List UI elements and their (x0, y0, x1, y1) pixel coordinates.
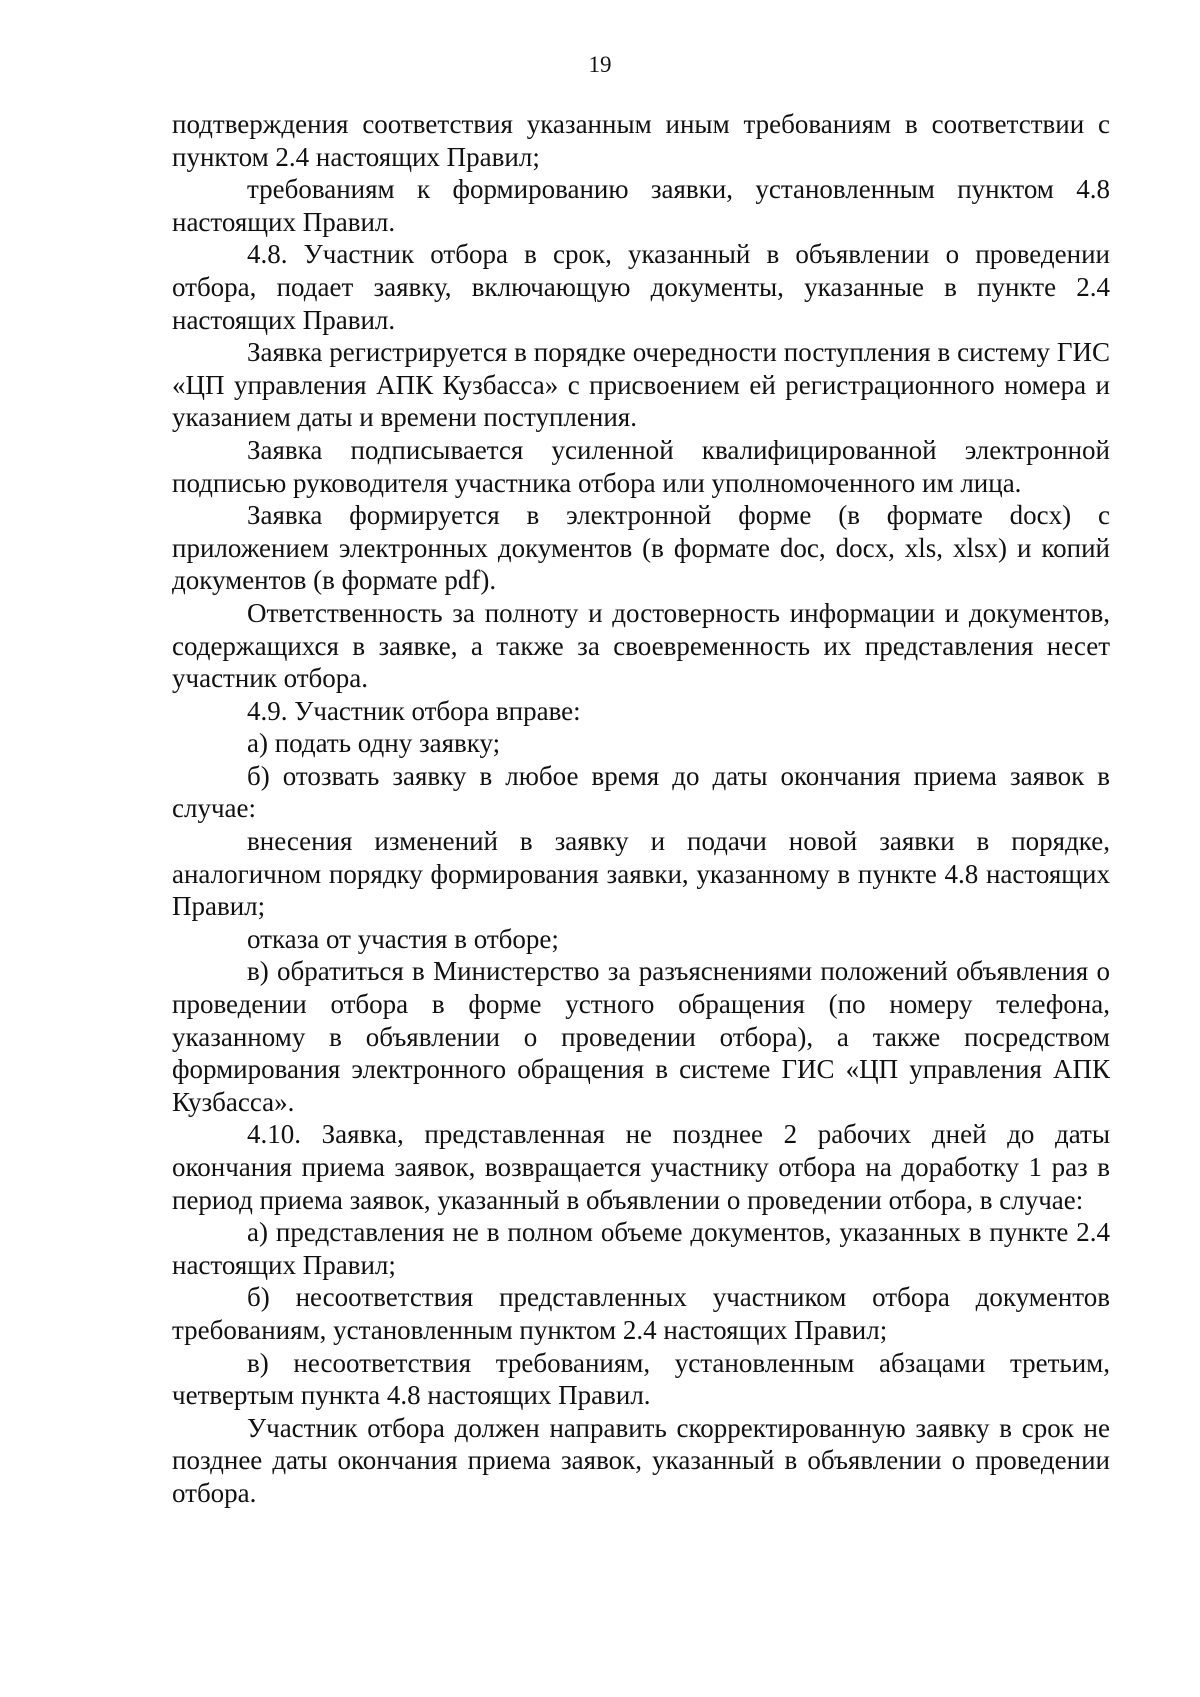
paragraph: внесения изменений в заявку и подачи новой заявки в порядке, аналогичном порядку формирования заявки, указанному в пункте 4.8 настоящих Правил; (172, 826, 1110, 922)
paragraph: Заявка регистрируется в порядке очередности поступления в систему ГИС «ЦП управления АПК Кузбасса» с присвоением ей регистрационного номера и указанием даты и времени поступления. (172, 337, 1110, 433)
list-item: в) несоответствия требованиям, установленным абзацами третьим, четвертым пункта 4.8 настоящих Правил. (172, 1347, 1110, 1411)
list-item: а) представления не в полном объеме документов, указанных в пункте 2.4 настоящих Правил; (172, 1217, 1110, 1280)
list-item: а) подать одну заявку; (247, 728, 501, 759)
list-item: б) несоответствия представленных участником отбора документов требованиям, установленным пунктом 2.4 настоящих Правил; (172, 1282, 1110, 1345)
document-body (172, 108, 1110, 1510)
paragraph-clause-4-8: 4.8. Участник отбора в срок, указанный в объявлении о проведении отбора, подает заявку, включающую документы, указанные в пункте 2.4 настоящих Правил. (172, 239, 1110, 335)
paragraph-clause-4-9: 4.9. Участник отбора вправе: (247, 695, 581, 726)
list-item: б) отозвать заявку в любое время до даты окончания приема заявок в случае: (172, 760, 1110, 824)
paragraph: Заявка формируется в электронной форме (в формате docx) с приложением электронных документов (в формате doc, docx, xls, xlsx) и копий документов (в формате pdf). (172, 500, 1110, 596)
paragraph: Заявка подписывается усиленной квалифицированной электронной подписью руководителя участника отбора или уполномоченного им лица. (172, 434, 1110, 498)
paragraph: отказа от участия в отборе; (247, 923, 559, 954)
paragraph-continuation: подтверждения соответствия указанным иным требованиям в соответствии с пунктом 2.4 настоящих Правил; (172, 109, 1110, 172)
page-number: 19 (588, 52, 612, 77)
paragraph-clause-4-10: 4.10. Заявка, представленная не позднее 2 рабочих дней до даты окончания приема заявок, возвращается участнику отбора на доработку 1 раз в период приема заявок, указанный в объявлении о проведении отбора, в случае: (172, 1119, 1110, 1215)
paragraph: требованиям к формированию заявки, установленным пунктом 4.8 настоящих Правил. (172, 174, 1110, 237)
list-item: в) обратиться в Министерство за разъяснениями положений объявления о проведении отбора в форме устного обращения (по номеру телефона, указанному в объявлении о проведении отбора), а также посредством формирования электронного обращения в системе ГИС «ЦП управления АПК Кузбасса». (172, 956, 1110, 1117)
paragraph: Ответственность за полноту и достоверность информации и документов, содержащихся в заявке, а также за своевременность их представления несет участник отбора. (172, 597, 1110, 694)
paragraph: Участник отбора должен направить скорректированную заявку в срок не позднее даты окончания приема заявок, указанный в объявлении о проведении отбора. (172, 1412, 1110, 1508)
